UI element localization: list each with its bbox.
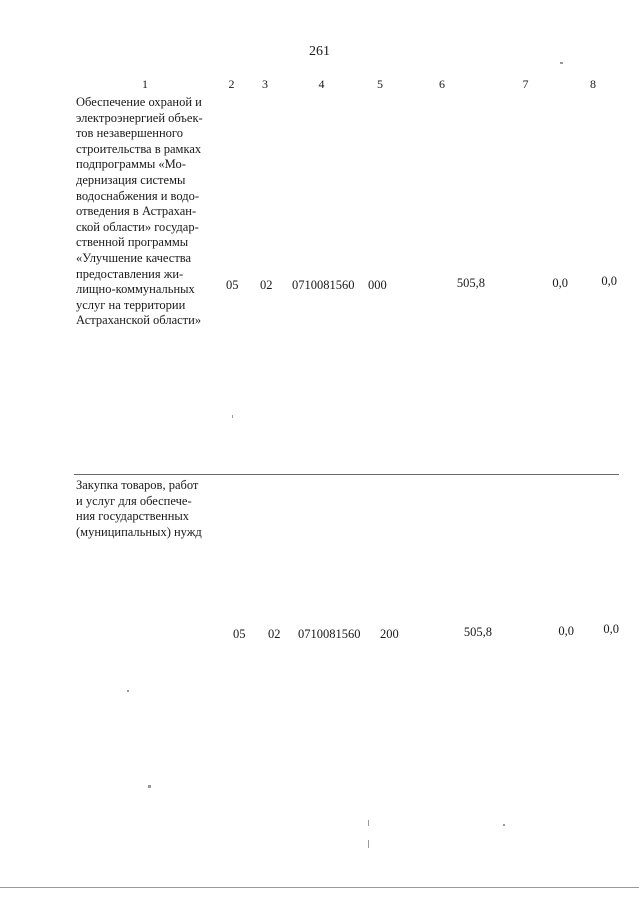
row2-description <box>76 478 216 540</box>
row1-expense-type: 000 <box>368 278 387 292</box>
col-border-4 <box>360 76 361 788</box>
col-border-6 <box>484 76 485 788</box>
row2-section: 05 <box>233 627 246 641</box>
column-header-2: 2 <box>228 77 235 91</box>
desc-line: «Улучшение качества <box>76 250 192 265</box>
column-header-5: 5 <box>377 77 383 91</box>
col-border-1 <box>216 76 217 788</box>
col-border-0 <box>74 76 75 788</box>
desc-line: Обеспечение охраной и <box>76 95 202 109</box>
col-border-8 <box>619 76 620 788</box>
row2-col8: 0,0 <box>603 622 619 636</box>
scan-speck <box>127 690 129 692</box>
row1-col8: 0,0 <box>601 274 617 288</box>
scan-speck <box>368 820 369 826</box>
scan-speck <box>148 785 151 788</box>
desc-line: предоставления жи- <box>76 266 184 281</box>
row2-col6: 505,8 <box>463 625 492 639</box>
row1-col6: 505,8 <box>456 276 485 290</box>
page-number: 261 <box>309 44 330 59</box>
table-bottom-border <box>74 788 619 789</box>
desc-line: Астраханской области» <box>76 313 202 328</box>
desc-line: подпрограммы «Мо- <box>76 157 186 172</box>
column-header-7: 7 <box>522 77 529 91</box>
desc-line: строительства в рамках <box>76 141 202 156</box>
row1-section: 05 <box>226 278 239 292</box>
scan-speck <box>503 824 505 826</box>
column-header-1: 1 <box>142 77 148 91</box>
row1-target-article: 0710081560 <box>292 278 355 292</box>
desc-line: и услуг для обеспече- <box>76 493 192 508</box>
desc-line: (муниципальных) нужд <box>76 524 202 539</box>
col-border-3 <box>283 76 284 788</box>
row1-subsection: 02 <box>260 278 273 292</box>
row-separator <box>74 474 619 475</box>
row1-description <box>76 95 216 329</box>
scan-bottom-edge <box>0 887 639 888</box>
row2-subsection: 02 <box>268 627 281 641</box>
column-header-6: 6 <box>439 77 445 91</box>
row1-col7: 0,0 <box>552 276 568 290</box>
desc-line: тов незавершенного <box>76 126 183 141</box>
scan-speck <box>368 840 369 848</box>
desc-line: ственной программы <box>76 235 189 250</box>
header-bottom-border <box>74 92 619 93</box>
desc-line: дернизация системы <box>76 172 186 187</box>
desc-line: услуг на территории <box>76 297 186 312</box>
desc-line: водоснабжения и водо- <box>76 188 200 203</box>
desc-line: отведения в Астрахан- <box>76 204 197 219</box>
scan-speck <box>560 62 563 64</box>
row2-col7: 0,0 <box>558 624 574 638</box>
desc-line: Закупка товаров, работ <box>76 478 199 492</box>
column-header-8: 8 <box>590 77 596 91</box>
desc-line: лищно-коммунальных <box>76 282 195 297</box>
desc-line: ской области» государ- <box>76 219 199 234</box>
column-header-3: 3 <box>262 77 268 91</box>
col-border-5 <box>400 76 401 788</box>
desc-line: электроэнергией объек- <box>76 110 203 125</box>
desc-line: ния государственных <box>76 509 190 524</box>
row2-expense-type: 200 <box>380 627 399 641</box>
col-border-2 <box>247 76 248 788</box>
scan-speck <box>232 415 233 418</box>
col-border-7 <box>567 76 568 788</box>
column-header-4: 4 <box>318 77 325 91</box>
row2-target-article: 0710081560 <box>298 627 361 641</box>
